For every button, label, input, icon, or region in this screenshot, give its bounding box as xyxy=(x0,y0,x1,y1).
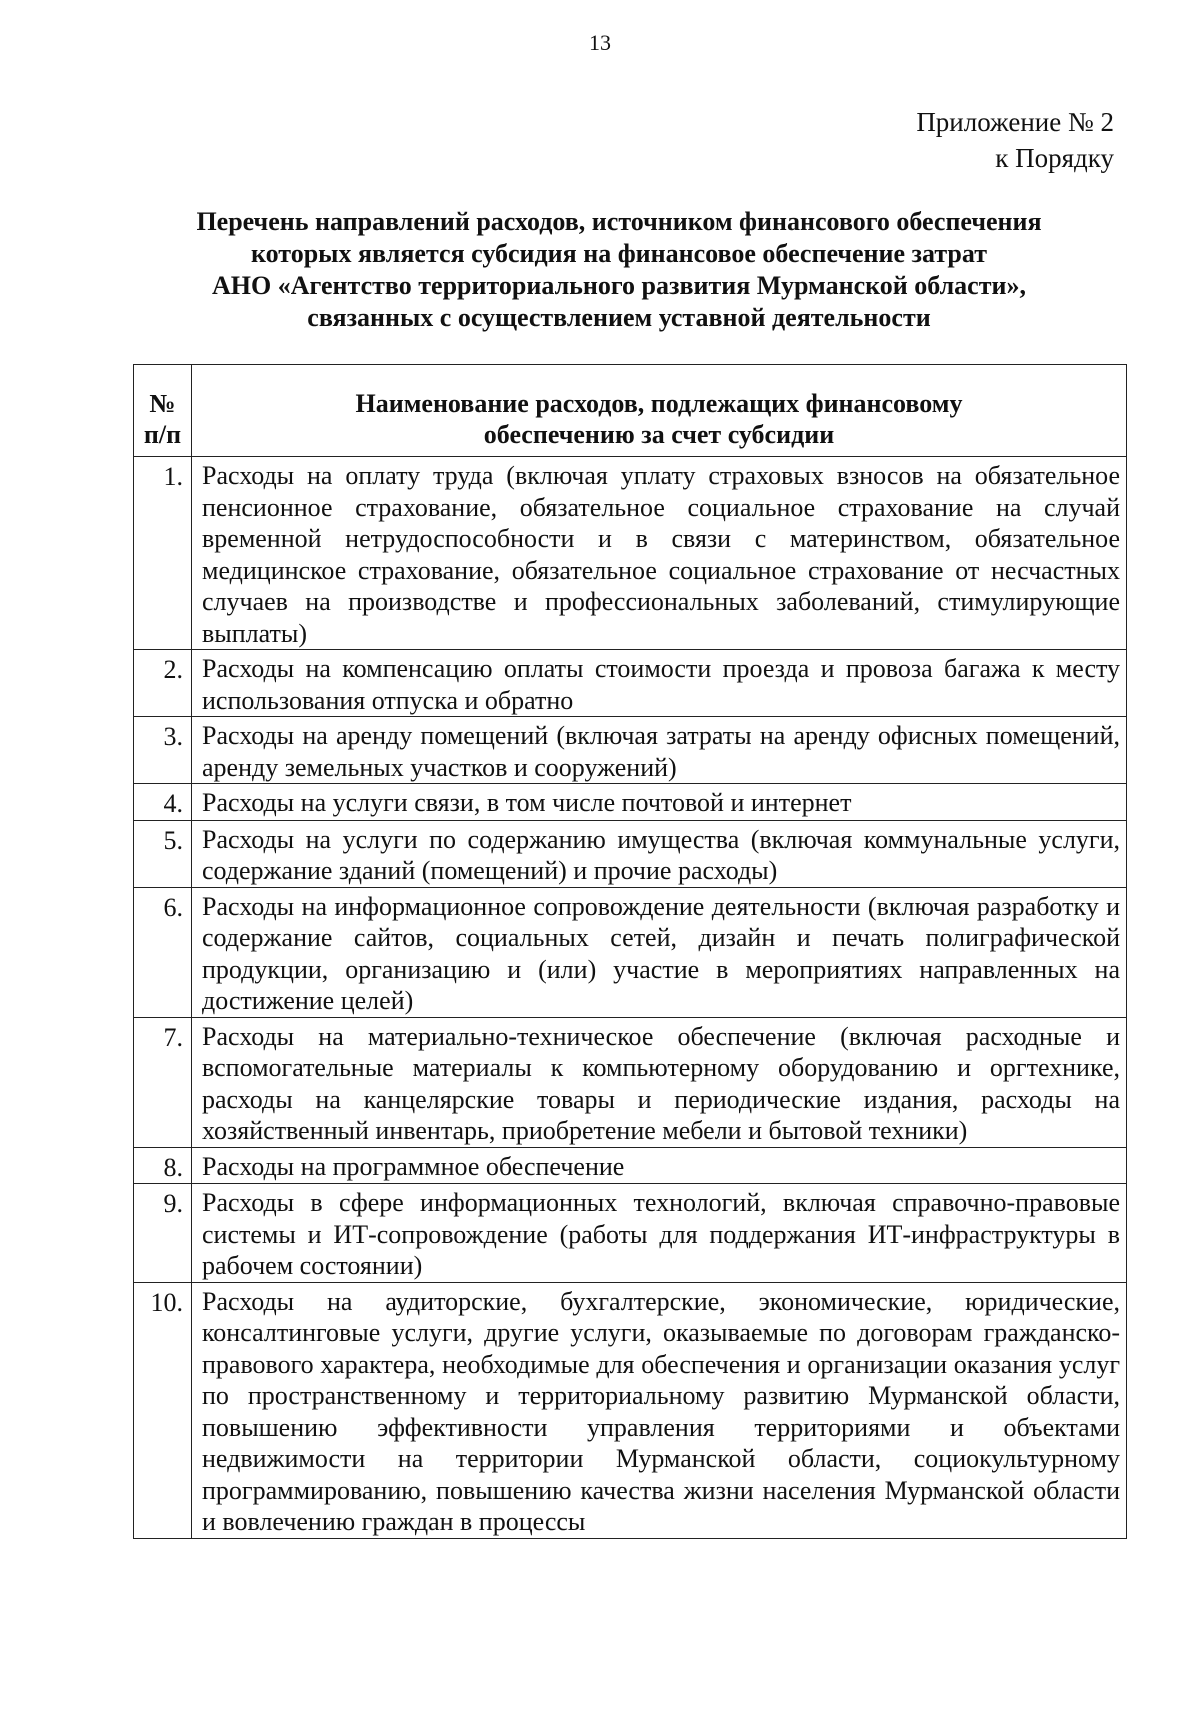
header-number-line-2: п/п xyxy=(143,420,182,449)
table-row xyxy=(134,650,1127,717)
title-line-4: связанных с осуществлением уставной деятельности xyxy=(307,303,931,332)
appendix-line-1: Приложение № 2 xyxy=(916,107,1114,137)
expenses-table xyxy=(133,364,1127,1539)
appendix-line-2: к Порядку xyxy=(995,143,1114,173)
row-number: 9. xyxy=(134,1184,192,1283)
table-row xyxy=(134,1184,1127,1283)
table-row xyxy=(134,1282,1127,1538)
header-name xyxy=(192,365,1127,457)
table-row xyxy=(134,1147,1127,1184)
header-name-line-1: Наименование расходов, подлежащих финансовому xyxy=(355,389,963,418)
row-number: 6. xyxy=(134,887,192,1017)
title-line-1: Перечень направлений расходов, источником финансового обеспечения xyxy=(196,207,1042,236)
row-description: Расходы на компенсацию оплаты стоимости проезда и провоза багажа к месту использования отпуска и обратно xyxy=(192,650,1127,717)
page-number: 13 xyxy=(589,30,611,55)
row-description: Расходы на услуги по содержанию имущества (включая коммунальные услуги, содержание зданий (помещений) и прочие расходы) xyxy=(192,820,1127,887)
row-number: 5. xyxy=(134,820,192,887)
table-row xyxy=(134,820,1127,887)
header-name-line-2: обеспечению за счет субсидии xyxy=(483,420,835,449)
row-number: 1. xyxy=(134,457,192,650)
appendix-note xyxy=(916,104,1114,176)
row-description: Расходы на программное обеспечение xyxy=(192,1147,1127,1184)
row-number: 3. xyxy=(134,717,192,784)
row-number: 8. xyxy=(134,1147,192,1184)
row-number: 10. xyxy=(134,1282,192,1538)
header-number-line-1: № xyxy=(149,389,176,418)
row-description: Расходы на услуги связи, в том числе почтовой и интернет xyxy=(192,784,1127,821)
table-row xyxy=(134,887,1127,1017)
row-number: 2. xyxy=(134,650,192,717)
row-description: Расходы в сфере информационных технологий, включая справочно-правовые системы и ИТ-сопровождение (работы для поддержания ИТ-инфраструктуры в рабочем состоянии) xyxy=(192,1184,1127,1283)
row-number: 4. xyxy=(134,784,192,821)
title-line-3: АНО «Агентство территориального развития Мурманской области», xyxy=(212,271,1026,300)
table-row xyxy=(134,717,1127,784)
row-number: 7. xyxy=(134,1017,192,1147)
header-number xyxy=(134,365,192,457)
row-description: Расходы на аудиторские, бухгалтерские, экономические, юридические, консалтинговые услуги, другие услуги, оказываемые по договорам гражданско-правового характера, необходимые для обеспечения и организации оказания услуг по пространственному и территориальному развитию Мурманской области, повышению эффективности управления территориями и объектами недвижимости на территории Мурманской области, социокультурному программированию, повышению качества жизни населения Мурманской области и вовлечению граждан в процессы xyxy=(192,1282,1127,1538)
table-header-row xyxy=(134,365,1127,457)
table-row xyxy=(134,457,1127,650)
title-line-2: которых является субсидия на финансовое обеспечение затрат xyxy=(251,239,987,268)
row-description: Расходы на аренду помещений (включая затраты на аренду офисных помещений, аренду земельных участков и сооружений) xyxy=(192,717,1127,784)
row-description: Расходы на информационное сопровождение деятельности (включая разработку и содержание сайтов, социальных сетей, дизайн и печать полиграфической продукции, организацию и (или) участие в мероприятиях направленных на достижение целей) xyxy=(192,887,1127,1017)
row-description: Расходы на оплату труда (включая уплату страховых взносов на обязательное пенсионное страхование, обязательное социальное страхование на случай временной нетрудоспособности и в связи с материнством, обязательное медицинское страхование, обязательное социальное страхование от несчастных случаев на производстве и профессиональных заболеваний, стимулирующие выплаты) xyxy=(192,457,1127,650)
table-row xyxy=(134,1017,1127,1147)
document-title xyxy=(120,206,1118,334)
row-description: Расходы на материально-техническое обеспечение (включая расходные и вспомогательные материалы к компьютерному оборудованию и оргтехнике, расходы на канцелярские товары и периодические издания, расходы на хозяйственный инвентарь, приобретение мебели и бытовой техники) xyxy=(192,1017,1127,1147)
table-row xyxy=(134,784,1127,821)
